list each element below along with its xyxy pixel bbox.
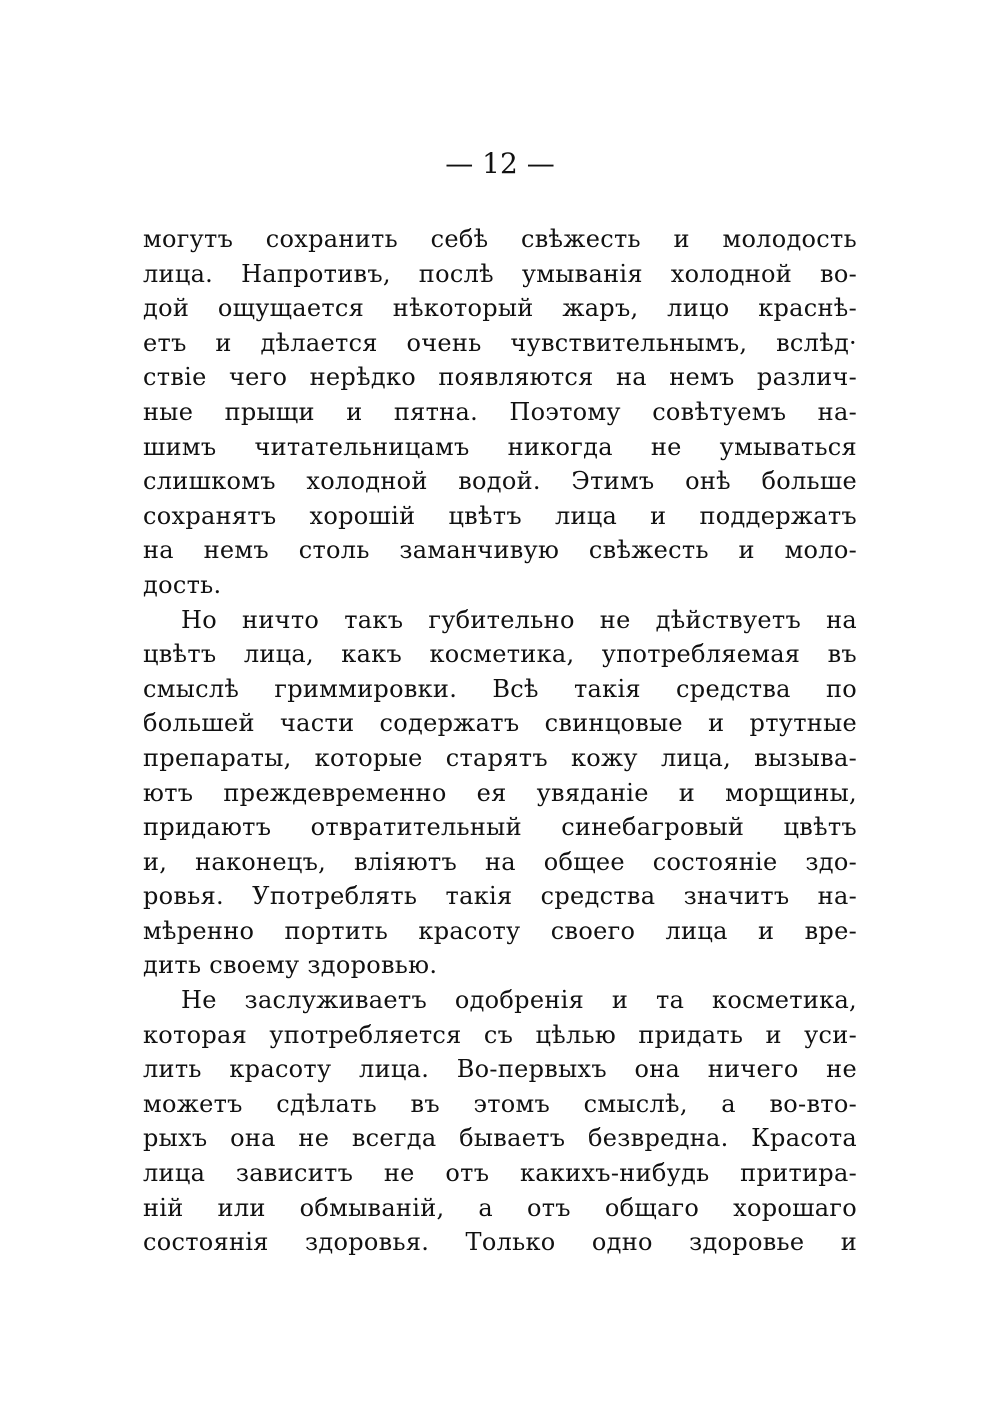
text-line: дить своему здоровью.: [143, 951, 438, 980]
text-line: дой ощущается нѣкоторый жаръ, лицо краснѣ-: [143, 294, 857, 323]
text-line: препараты, которые старятъ кожу лица, вызыва-: [143, 743, 857, 772]
text-line: Но ничто такъ губительно не дѣйствуетъ на: [181, 605, 857, 634]
text-line: придаютъ отвратительный синебагровый цвѣтъ: [143, 813, 857, 842]
text-line: дость.: [143, 570, 222, 599]
text-line: ствіе чего нерѣдко появляются на немъ различ-: [143, 363, 857, 392]
text-line: ные прыщи и пятна. Поэтому совѣтуемъ на-: [143, 397, 857, 426]
text-line: лить красоту лица. Во-первыхъ она ничего не: [143, 1055, 857, 1084]
text-line: можетъ сдѣлать въ этомъ смыслѣ, а во-вто-: [143, 1089, 857, 1118]
text-line: Не заслуживаетъ одобренія и та косметика,: [181, 986, 857, 1015]
text-line: сохранятъ хорошій цвѣтъ лица и поддержатъ: [143, 501, 857, 530]
text-line: етъ и дѣлается очень чувствительнымъ, вслѣд·: [143, 328, 857, 357]
text-line: состоянія здоровья. Только одно здоровье и: [143, 1228, 857, 1257]
text-line: ній или обмываній, а отъ общаго хорошаго: [143, 1193, 857, 1222]
page-number: — 12 —: [445, 147, 555, 180]
text-line: лица зависитъ не отъ какихъ-нибудь притира-: [143, 1159, 857, 1188]
text-line: которая употребляется съ цѣлью придать и уси-: [143, 1020, 857, 1049]
text-line: рыхъ она не всегда бываетъ безвредна. Красота: [143, 1124, 857, 1153]
text-line: смыслѣ гриммировки. Всѣ такія средства по: [143, 674, 857, 703]
text-line: и, наконецъ, вліяютъ на общее состояніе здо-: [143, 847, 857, 876]
text-line: лица. Напротивъ, послѣ умыванія холодной во-: [143, 259, 857, 288]
text-line: ровья. Употреблять такія средства значитъ на-: [143, 882, 857, 911]
body-text: [143, 222, 857, 1260]
text-line: на немъ столь заманчивую свѣжесть и моло-: [143, 536, 857, 565]
text-line: шимъ читательницамъ никогда не умываться: [143, 432, 857, 461]
text-line: мѣренно портить красоту своего лица и вре-: [143, 916, 857, 945]
text-line: могутъ сохранить себѣ свѣжесть и молодость: [143, 225, 857, 253]
text-line: большей части содержатъ свинцовые и ртутные: [143, 709, 857, 738]
text-line: слишкомъ холодной водой. Этимъ онѣ больше: [143, 467, 857, 496]
text-line: ютъ преждевременно ея увяданіе и морщины,: [143, 778, 857, 807]
text-line: цвѣтъ лица, какъ косметика, употребляемая въ: [143, 640, 857, 669]
